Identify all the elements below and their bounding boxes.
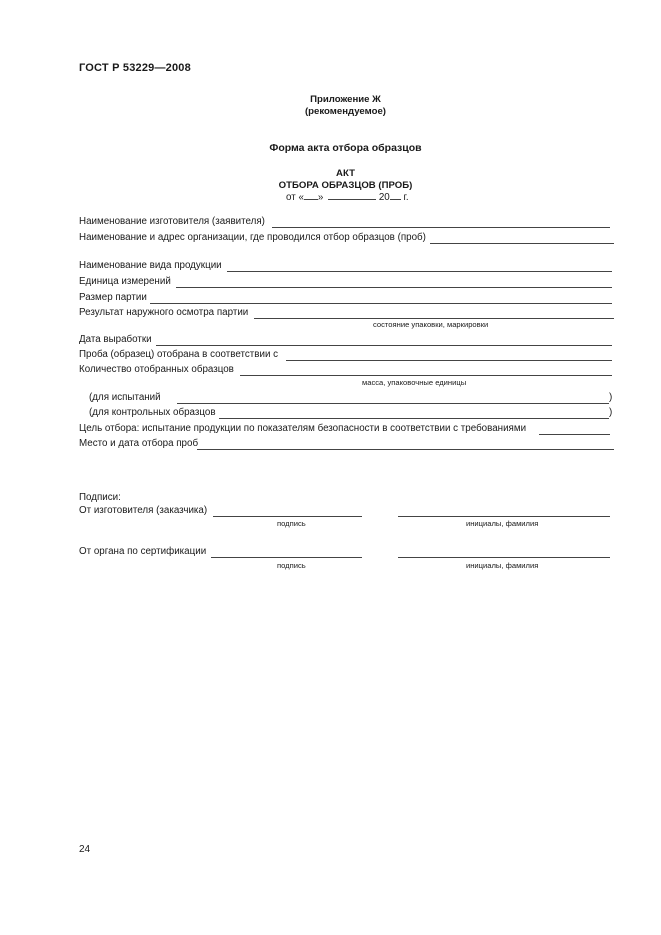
year-suffix: г. xyxy=(403,192,409,203)
act-title: ОТБОРА ОБРАЗЦОВ (ПРОБ) xyxy=(278,180,413,191)
for-control-close: ) xyxy=(609,407,613,418)
page-number: 24 xyxy=(79,844,91,855)
sample-basis-label: Проба (образец) отобрана в соответствии с xyxy=(79,349,279,360)
certification-signature-field[interactable] xyxy=(211,557,362,558)
manufacturer-name-hint: инициалы, фамилия xyxy=(466,519,539,528)
year-field[interactable] xyxy=(390,199,401,200)
for-tests-field[interactable] xyxy=(177,403,609,404)
month-field[interactable] xyxy=(328,199,376,200)
certification-signature-hint: подпись xyxy=(277,561,306,570)
from-certification-label: От органа по сертификации xyxy=(79,546,207,557)
production-date-field[interactable] xyxy=(156,345,612,346)
sample-count-label: Количество отобранных образцов xyxy=(79,364,234,375)
inspection-field[interactable] xyxy=(254,318,614,319)
product-type-field[interactable] xyxy=(227,271,612,272)
batch-size-field[interactable] xyxy=(150,303,612,304)
certification-name-hint: инициалы, фамилия xyxy=(466,561,539,570)
date-prefix: от « xyxy=(286,192,304,203)
organization-field[interactable] xyxy=(430,243,614,244)
purpose-label: Цель отбора: испытание продукции по показателям безопасности в соответствии с требованиями xyxy=(79,423,527,434)
date-mid: » xyxy=(317,192,324,203)
place-date-label: Место и дата отбора проб xyxy=(79,438,199,449)
for-control-label: (для контрольных образцов xyxy=(89,407,216,418)
manufacturer-signature-hint: подпись xyxy=(277,519,306,528)
manufacturer-label: Наименование изготовителя (заявителя) xyxy=(79,216,265,227)
product-type-label: Наименование вида продукции xyxy=(79,260,222,271)
place-date-field[interactable] xyxy=(197,449,614,450)
manufacturer-name-field[interactable] xyxy=(398,516,610,517)
organization-label: Наименование и адрес организации, где проводился отбор образцов (проб) xyxy=(79,232,426,243)
sample-count-hint: масса, упаковочные единицы xyxy=(362,378,467,387)
manufacturer-signature-field[interactable] xyxy=(213,516,362,517)
act-date xyxy=(286,192,409,204)
act-word: АКТ xyxy=(336,168,355,179)
for-control-field[interactable] xyxy=(219,418,609,419)
form-title: Форма акта отбора образцов xyxy=(269,142,422,154)
certification-name-field[interactable] xyxy=(398,557,610,558)
for-tests-label: (для испытаний xyxy=(89,392,161,403)
for-tests-close: ) xyxy=(609,392,613,403)
year-prefix: 20 xyxy=(378,192,390,203)
sample-basis-field[interactable] xyxy=(286,360,612,361)
day-field[interactable] xyxy=(304,199,318,200)
batch-size-label: Размер партии xyxy=(79,292,147,303)
unit-label: Единица измерений xyxy=(79,276,171,287)
from-manufacturer-label: От изготовителя (заказчика) xyxy=(79,505,208,516)
signatures-heading: Подписи: xyxy=(79,492,121,503)
appendix-title: Приложение Ж xyxy=(310,94,381,105)
unit-field[interactable] xyxy=(176,287,612,288)
inspection-label: Результат наружного осмотра партии xyxy=(79,307,249,318)
appendix-subtitle: (рекомендуемое) xyxy=(304,106,386,117)
purpose-field[interactable] xyxy=(539,434,610,435)
inspection-hint: состояние упаковки, маркировки xyxy=(373,320,489,329)
sample-count-field[interactable] xyxy=(240,375,612,376)
production-date-label: Дата выработки xyxy=(79,334,152,345)
document-code: ГОСТ Р 53229—2008 xyxy=(79,62,191,74)
manufacturer-field[interactable] xyxy=(272,227,610,228)
